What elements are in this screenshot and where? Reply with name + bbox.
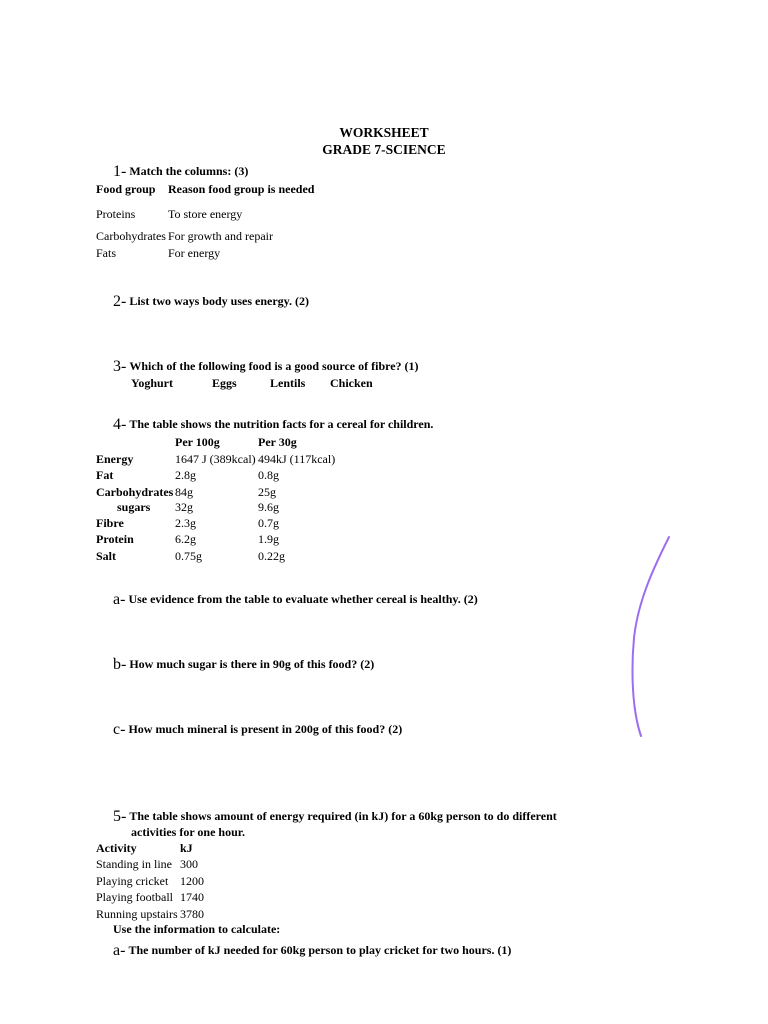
q5-row-kj: 3780 [180,907,204,921]
q1-row-3-reason: For energy [168,246,221,260]
question-5a [113,943,511,958]
q5-instruction: Use the information to calculate: [113,922,281,936]
q4-row-label: Protein [96,532,134,546]
q4-header-per-100g: Per 100g [175,435,220,449]
q5-row-activity: Playing cricket [96,874,169,888]
q4-row-label: Fat [96,468,114,482]
question-text: Which of the following food is a good source of fibre? (1) [129,359,419,373]
question-text: How much sugar is there in 90g of this food? (2) [129,657,375,671]
q1-row-3-group: Fats [96,246,117,260]
q4-row-per100: 32g [175,500,193,514]
question-number: 5- [113,808,127,825]
q4-row-per100: 1647 J (389kcal) [175,452,256,466]
question-text: Use evidence from the table to evaluate whether cereal is healthy. (2) [128,592,478,606]
q4-row-per100: 0.75g [175,549,202,563]
q4-row-label: Salt [96,549,117,563]
question-text: The table shows amount of energy required (in kJ) for a 60kg person to do different [129,809,557,823]
question-number: 1- [113,163,127,180]
q3-option-4: Chicken [330,376,373,390]
q5-row-kj: 1200 [180,874,204,888]
q4-row-per30: 0.8g [258,468,279,482]
q4-row-per100: 84g [175,485,193,499]
worksheet-title: WORKSHEET [339,125,429,140]
q1-row-2-reason: For growth and repair [168,229,273,243]
question-text: Match the columns: (3) [129,164,249,178]
q4-row-per30: 1.9g [258,532,279,546]
q1-row-1-reason: To store energy [168,207,243,221]
question-2 [113,294,309,309]
q3-option-3: Lentils [270,376,306,390]
question-4b [113,657,374,672]
q1-row-1-group: Proteins [96,207,136,221]
q5-row-activity: Running upstairs [96,907,178,921]
question-number: 4- [113,416,127,433]
question-number: a- [113,942,126,959]
question-3 [113,359,419,374]
q3-option-2: Eggs [212,376,237,390]
q5-row-activity: Playing football [96,890,173,904]
question-text: The table shows the nutrition facts for a cereal for children. [129,417,434,431]
q4-row-per30: 0.22g [258,549,285,563]
q4-row-per30: 0.7g [258,516,279,530]
q4-row-per100: 6.2g [175,532,196,546]
q3-option-1: Yoghurt [131,376,174,390]
q1-header-food-group: Food group [96,182,156,196]
q4-row-label: sugars [117,500,151,514]
q1-header-reason: Reason food group is needed [168,182,315,196]
question-text: List two ways body uses energy. (2) [129,294,309,308]
q4-row-label: Energy [96,452,134,466]
q4-row-per30: 25g [258,485,276,499]
question-number: a- [113,591,126,608]
question-number: b- [113,656,127,673]
q5-row-kj: 1740 [180,890,204,904]
q5-row-kj: 300 [180,857,198,871]
q5-row-activity: Standing in line [96,857,172,871]
q4-row-per30: 9.6g [258,500,279,514]
q4-row-label: Fibre [96,516,124,530]
worksheet-subtitle: GRADE 7-SCIENCE [322,142,446,157]
question-1 [113,164,248,179]
question-number: c- [113,721,126,738]
q4-row-label: Carbohydrates [96,485,174,499]
q5-header-kj: kJ [180,841,193,855]
q4-row-per100: 2.3g [175,516,196,530]
pen-stroke-annotation [600,520,690,750]
q4-row-per100: 2.8g [175,468,196,482]
q4-header-per-30g: Per 30g [258,435,297,449]
q4-row-per30: 494kJ (117kcal) [258,452,336,466]
pen-stroke-path [632,537,669,736]
question-5-text-line2: activities for one hour. [131,825,245,839]
question-4 [113,417,433,432]
question-number: 3- [113,358,127,375]
question-4a [113,592,478,607]
q1-row-2-group: Carbohydrates [96,229,166,243]
question-number: 2- [113,293,127,310]
q5-header-activity: Activity [96,841,137,855]
question-4c [113,722,402,737]
question-text: How much mineral is present in 200g of this food? (2) [128,722,403,736]
question-5 [113,809,557,824]
question-text: The number of kJ needed for 60kg person to play cricket for two hours. (1) [128,943,512,957]
